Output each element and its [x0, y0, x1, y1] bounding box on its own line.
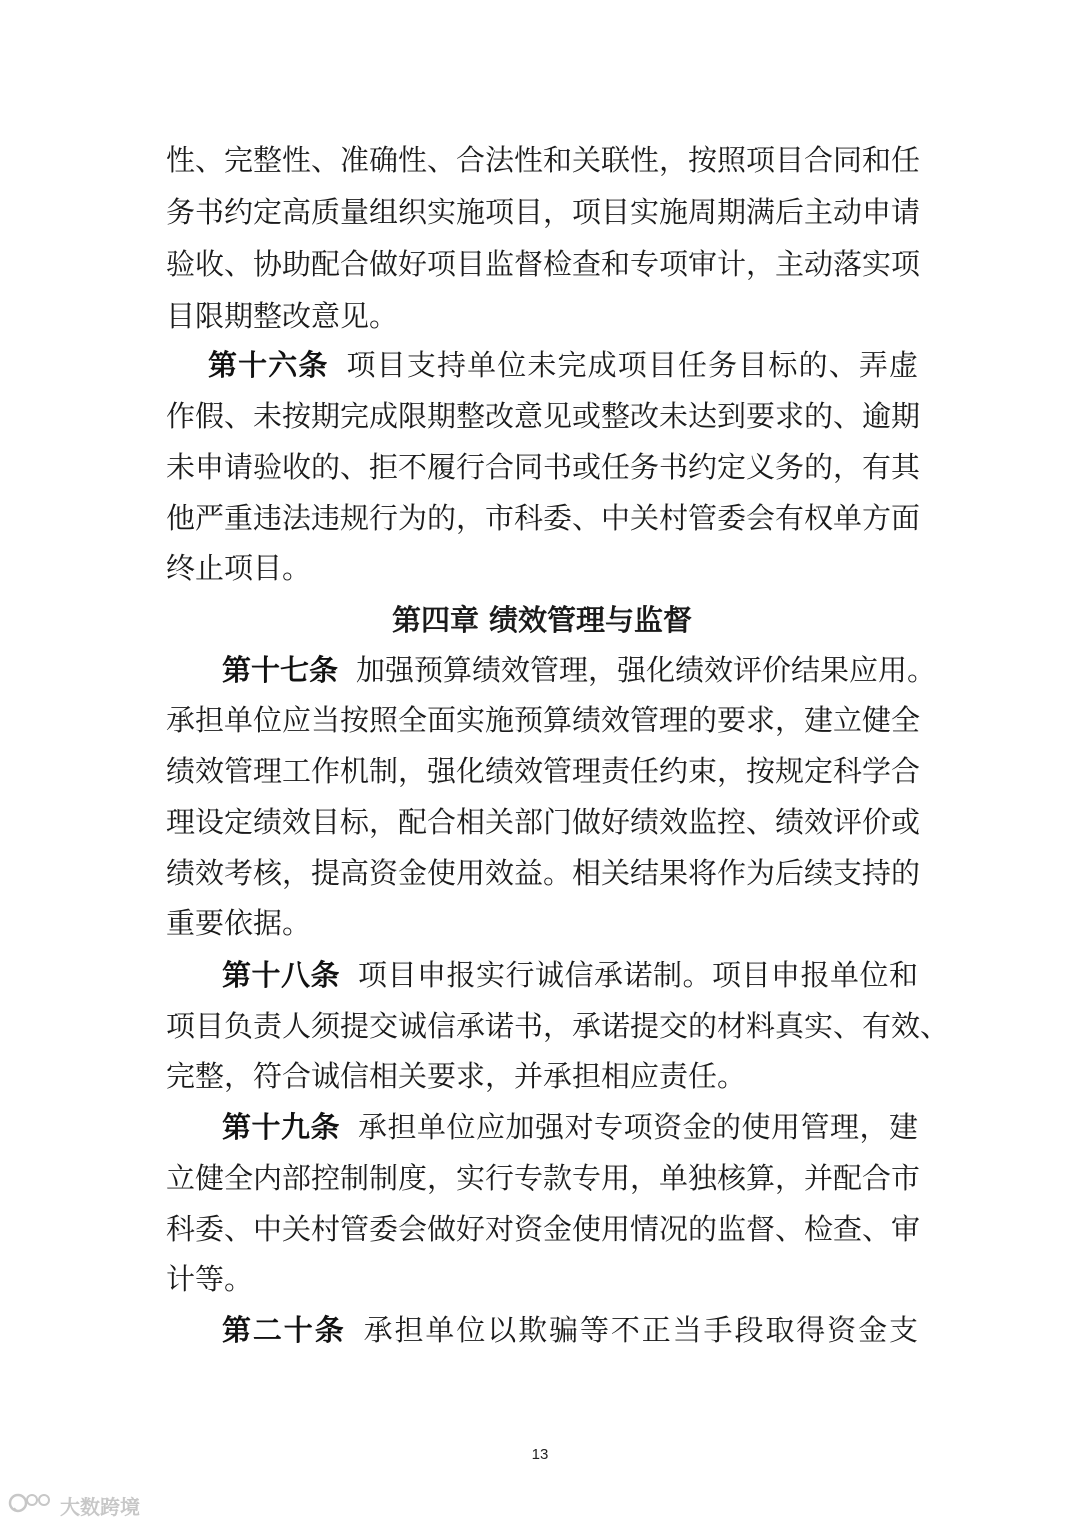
body-line: 务书约定高质量组织实施项目，项目实施周期满后主动申请 [166, 195, 921, 229]
body-line: 立健全内部控制制度，实行专款专用，单独核算，并配合市 [166, 1161, 921, 1195]
body-line: 计等。 [166, 1262, 254, 1296]
body-line: 完整，符合诚信相关要求，并承担相应责任。 [166, 1059, 747, 1093]
article-19-label: 第十九条 [222, 1110, 340, 1144]
body-line: 目限期整改意见。 [166, 299, 399, 333]
article-16-text: 项目支持单位未完成项目任务目标的、弄虚 [346, 348, 918, 382]
page-number: 13 [531, 1446, 549, 1463]
watermark-text: 大数跨境 [60, 1494, 140, 1519]
body-line: 绩效管理工作机制，强化绩效管理责任约束，按规定科学合 [166, 754, 921, 788]
body-line: 终止项目。 [166, 551, 312, 585]
article-17-first-line [222, 645, 937, 695]
article-19-first-line [222, 1102, 918, 1152]
body-line: 项目负责人须提交诚信承诺书，承诺提交的材料真实、有效、 [166, 1009, 950, 1043]
article-19-text: 承担单位应加强对专项资金的使用管理，建 [358, 1110, 918, 1144]
article-16-label: 第十六条 [208, 348, 329, 382]
body-line: 承担单位应当按照全面实施预算绩效管理的要求，建立健全 [166, 703, 921, 737]
body-line: 理设定绩效目标，配合相关部门做好绩效监控、绩效评价或 [166, 805, 921, 839]
article-18-first-line [222, 950, 918, 1000]
watermark [8, 1490, 140, 1520]
body-line: 未申请验收的、拒不履行合同书或任务书约定义务的，有其 [166, 450, 921, 484]
article-18-label: 第十八条 [222, 958, 340, 992]
watermark-logo-icon [8, 1490, 54, 1520]
article-18-text: 项目申报实行诚信承诺制。项目申报单位和 [358, 958, 918, 992]
body-line: 他严重违法违规行为的，市科委、中关村管委会有权单方面 [166, 501, 921, 535]
body-line: 性、完整性、准确性、合法性和关联性，按照项目合同和任 [166, 143, 921, 177]
article-17-text: 加强预算绩效管理，强化绩效评价结果应用。 [356, 653, 937, 687]
body-line: 重要依据。 [166, 906, 312, 940]
chapter-heading: 第四章 绩效管理与监督 [391, 603, 693, 637]
body-line: 科委、中关村管委会做好对资金使用情况的监督、检查、审 [166, 1212, 921, 1246]
body-line: 验收、协助配合做好项目监督检查和专项审计，主动落实项 [166, 247, 921, 281]
article-20-label: 第二十条 [222, 1313, 346, 1347]
article-20-first-line [222, 1305, 918, 1355]
body-line: 绩效考核，提高资金使用效益。相关结果将作为后续支持的 [166, 856, 921, 890]
body-line: 作假、未按期完成限期整改意见或整改未达到要求的、逾期 [166, 399, 921, 433]
article-17-label: 第十七条 [222, 653, 339, 687]
article-20-text: 承担单位以欺骗等不正当手段取得资金支 [363, 1313, 918, 1347]
article-16-first-line [208, 340, 918, 390]
